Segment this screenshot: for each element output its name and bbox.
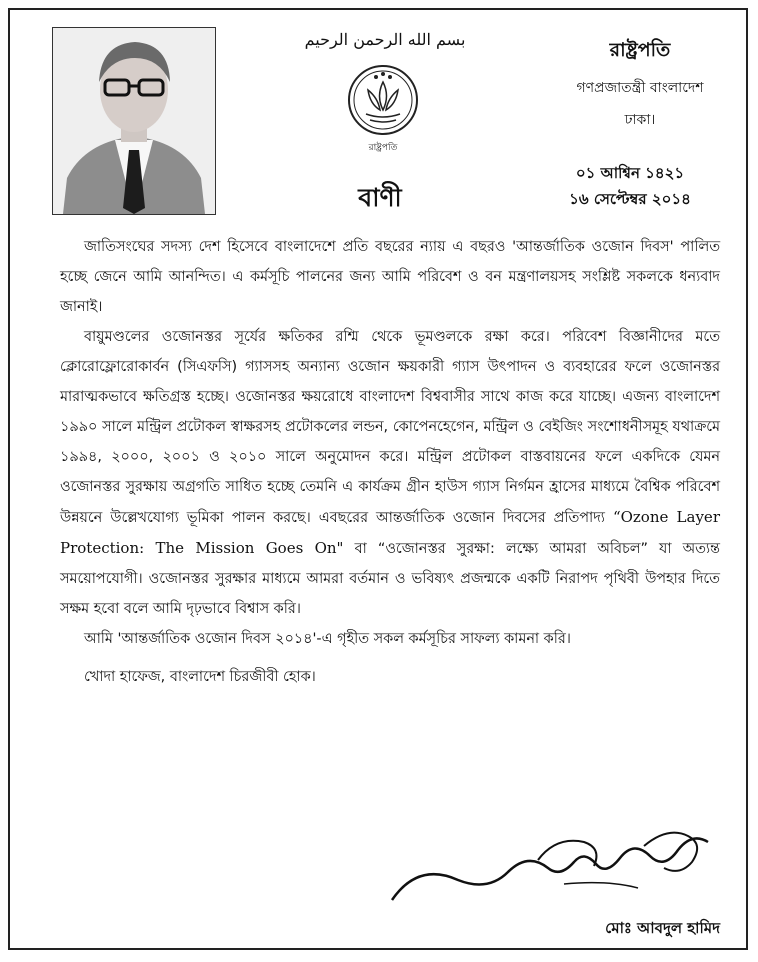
date-block [540,160,720,212]
paragraph-3: আমি 'আন্তর্জাতিক ওজোন দিবস ২০১৪'-এ গৃহীত সকল কর্মসূচির সাফল্য কামনা করি। [84,631,571,647]
paragraph-2-part-b: বা “ওজোনস্তর সুরক্ষা: লক্ষ্যে আমরা অবিচল” যা অত্যন্ত সময়োপযোগী। ওজোনস্তর সুরক্ষার মাধ্যমে আমরা বর্তমান ও ভবিষ্যৎ প্রজন্মকে একটি নিরাপদ পৃথিবী উপহার দিতে সক্ষম হবো বলে আমি দৃঢ়ভাবে বিশ্বাস করি। [60,541,720,617]
message-body [60,232,720,692]
ozone-theme-english: “Ozone Layer Protection: The Mission Goes On" [60,508,720,557]
state-emblem [338,60,428,155]
signatory-name: মোঃ আবদুল হামিদ [605,919,720,937]
paragraph-1: জাতিসংঘের সদস্য দেশ হিসেবে বাংলাদেশে প্রতি বছরের ন্যায় এ বছরও 'আন্তর্জাতিক ওজোন দিবস' পালিত হচ্ছে জেনে আমি আনন্দিত। এ কর্মসূচি পালনের জন্য আমি পরিবেশ ও বন মন্ত্রণালয়সহ সংশ্লিষ্ট সকলকে ধন্যবাদ জানাই। [60,239,720,315]
office-city: ঢাকা। [624,112,656,128]
office-block [560,36,720,132]
date-gregorian: ১৬ সেপ্টেম্বর ২০১৪ [569,190,691,208]
paragraph-2-part-a: বায়ুমণ্ডলের ওজোনস্তর সূর্যের ক্ষতিকর রশ্মি থেকে ভূমণ্ডলকে রক্ষা করে। পরিবেশ বিজ্ঞানীদের মতে ক্লোরোফ্লোরোকার্বন (সিএফসি) গ্যাসসহ অন্যান্য ওজোন ক্ষয়কারী গ্যাস উৎপাদন ও ব্যবহারের ফলে ওজোনস্তর মারাত্মকভাবে ক্ষতিগ্রস্ত হচ্ছে। ওজোনস্তর ক্ষয়রোধে বাংলাদেশ বিশ্ববাসীর সাথে কাজ করে যাচ্ছে। এজন্য বাংলাদেশ ১৯৯০ সালে মন্ট্রিল প্রটোকল স্বাক্ষরসহ প্রটোকলের লন্ডন, কোপেনহেগেন, মন্ট্রিল ও বেইজিং সংশোধনীসমূহ যথাক্রমে ১৯৯৪, ২০০০, ২০০১ ও ২০১০ সালে অনুমোদন করে। মন্ট্রিল প্রটোকল বাস্তবায়নের ফলে একদিকে যেমন ওজোনস্তর সুরক্ষায় অগ্রগতি সাধিত হচ্ছে তেমনি এ কার্যক্রম গ্রীন হাউস গ্যাস নির্গমন হ্রাসের মাধ্যমে বৈশ্বিক পরিবেশ উন্নয়নে উল্লেখযোগ্য ভূমিকা পালন করছে। এবছরের আন্তর্জাতিক ওজোন দিবসের প্রতিপাদ্য [60,329,720,526]
basmala-calligraphy: بسم الله الرحمن الرحيم [304,30,466,49]
paragraph-2 [60,322,720,624]
message-heading: বাণী [358,183,402,212]
emblem-caption: রাষ্ট্রপতি [368,143,398,153]
date-bengali: ০১ আশ্বিন ১৪২১ [575,164,685,182]
office-country: গণপ্রজাতন্ত্রী বাংলাদেশ [576,80,704,96]
portrait-photo [52,27,216,215]
closing-line: খোদা হাফেজ, বাংলাদেশ চিরজীবী হোক। [84,669,316,685]
signature [388,822,720,912]
office-title: রাষ্ট্রপতি [609,39,671,61]
